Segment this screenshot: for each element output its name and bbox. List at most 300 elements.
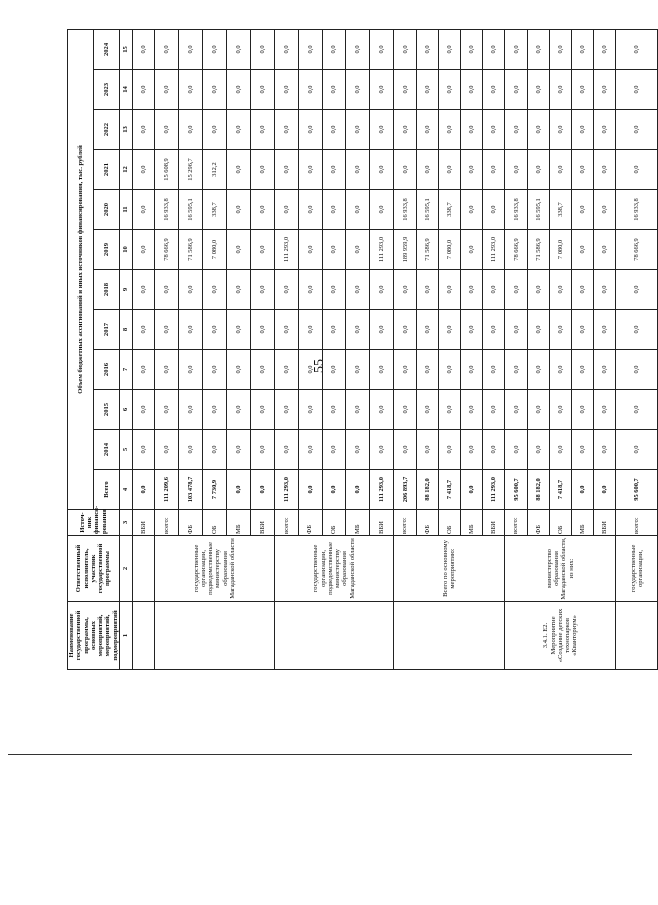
column-number: 6: [119, 390, 132, 430]
row-year-value: 0,0: [178, 29, 202, 69]
row-year-value: 0,0: [461, 350, 483, 390]
column-number: 2: [119, 536, 132, 602]
row-year-value: 0,0: [322, 430, 346, 470]
row-source: МБ: [461, 510, 483, 536]
row-year-value: 0,0: [416, 310, 438, 350]
row-year-value: 0,0: [594, 390, 616, 430]
table-row: [616, 29, 658, 669]
row-year-value: 78 666,9: [616, 230, 658, 270]
row-total: 0,0: [132, 470, 154, 510]
row-year-value: 0,0: [274, 29, 298, 69]
row-year-value: 0,0: [370, 350, 394, 390]
row-year-value: 0,0: [178, 70, 202, 110]
row-year-value: 0,0: [298, 230, 322, 270]
column-number: 8: [119, 310, 132, 350]
row-total: 111 293,0: [370, 470, 394, 510]
row-year-value: 0,0: [461, 150, 483, 190]
row-year-value: 0,0: [461, 190, 483, 230]
row-year-value: 0,0: [438, 390, 460, 430]
row-year-value: 0,0: [274, 350, 298, 390]
row-year-value: 0,0: [250, 390, 274, 430]
row-source: МБ: [572, 510, 594, 536]
row-year-value: 0,0: [527, 70, 549, 110]
header-year: 2019: [93, 230, 119, 270]
row-year-value: 0,0: [594, 190, 616, 230]
row-year-value: 0,0: [322, 390, 346, 430]
row-year-value: 16 933,8: [616, 190, 658, 230]
row-year-value: 0,0: [226, 29, 250, 69]
header-year: 2016: [93, 350, 119, 390]
row-year-value: 0,0: [322, 70, 346, 110]
row-year-value: 0,0: [298, 110, 322, 150]
row-year-value: 0,0: [549, 70, 571, 110]
row-year-value: 7 080,0: [438, 230, 460, 270]
column-number: 9: [119, 270, 132, 310]
row-year-value: 0,0: [178, 270, 202, 310]
table-row: [132, 29, 154, 669]
row-year-value: 0,0: [616, 390, 658, 430]
row-year-value: 71 586,9: [416, 230, 438, 270]
header-year: 2022: [93, 110, 119, 150]
row-year-value: 0,0: [572, 70, 594, 110]
row-source: ОБ: [549, 510, 571, 536]
row-year-value: 0,0: [483, 430, 505, 470]
row-year-value: 0,0: [616, 430, 658, 470]
row-year-value: 0,0: [154, 70, 178, 110]
row-year-value: 0,0: [438, 430, 460, 470]
row-total: 7 418,7: [549, 470, 571, 510]
row-year-value: 0,0: [394, 350, 416, 390]
header-volume: Объем бюджетных ассигнований и иных источников финансирования, тыс. рублей: [68, 29, 94, 509]
row-year-value: 0,0: [132, 310, 154, 350]
row-year-value: 0,0: [461, 270, 483, 310]
row-year-value: 0,0: [505, 310, 527, 350]
column-number: 11: [119, 190, 132, 230]
row-year-value: 16 933,8: [154, 190, 178, 230]
row-source: ОБ: [438, 510, 460, 536]
row-year-value: 0,0: [549, 350, 571, 390]
row-year-value: 0,0: [154, 310, 178, 350]
page-rule: [8, 754, 632, 755]
row-year-value: 0,0: [346, 70, 370, 110]
row-year-value: 0,0: [594, 230, 616, 270]
row-year-value: 78 666,9: [505, 230, 527, 270]
row-executor: государственные организации,: [616, 536, 658, 602]
row-year-value: 71 586,9: [527, 230, 549, 270]
row-year-value: 0,0: [505, 430, 527, 470]
row-year-value: 0,0: [154, 270, 178, 310]
row-name: [616, 602, 658, 670]
row-year-value: 0,0: [616, 270, 658, 310]
row-source: ВБИ: [250, 510, 274, 536]
row-year-value: 0,0: [250, 230, 274, 270]
row-total: 0,0: [226, 470, 250, 510]
row-year-value: 0,0: [572, 390, 594, 430]
row-year-value: 0,0: [505, 29, 527, 69]
row-year-value: 0,0: [594, 270, 616, 310]
row-year-value: 0,0: [416, 270, 438, 310]
row-year-value: 0,0: [527, 430, 549, 470]
row-year-value: 0,0: [394, 390, 416, 430]
column-number: 13: [119, 110, 132, 150]
row-year-value: 0,0: [505, 70, 527, 110]
row-year-value: 189 959,9: [394, 230, 416, 270]
row-year-value: 0,0: [274, 430, 298, 470]
row-year-value: 0,0: [549, 310, 571, 350]
row-year-value: 0,0: [154, 430, 178, 470]
row-year-value: 0,0: [505, 110, 527, 150]
column-number: 4: [119, 470, 132, 510]
header-source: Источ- ник финанси- рования: [68, 510, 120, 536]
row-year-value: 71 586,9: [178, 230, 202, 270]
row-year-value: 0,0: [346, 430, 370, 470]
row-year-value: 0,0: [250, 110, 274, 150]
row-source: ОБ: [322, 510, 346, 536]
row-year-value: 0,0: [132, 110, 154, 150]
row-total: 0,0: [298, 470, 322, 510]
row-source: ОБ: [202, 510, 226, 536]
row-year-value: 0,0: [572, 230, 594, 270]
row-total: 7 418,7: [438, 470, 460, 510]
row-year-value: 0,0: [132, 70, 154, 110]
row-year-value: 0,0: [154, 390, 178, 430]
header-executor: Ответственный исполнитель, участник государственной программы: [68, 536, 120, 602]
row-executor: министерство образования Магаданской области, из них:: [505, 536, 616, 602]
row-year-value: 0,0: [416, 70, 438, 110]
row-year-value: 0,0: [202, 29, 226, 69]
row-year-value: 0,0: [202, 110, 226, 150]
row-year-value: 111 293,0: [483, 230, 505, 270]
row-year-value: 0,0: [394, 110, 416, 150]
row-source: всего:: [154, 510, 178, 536]
column-number: 10: [119, 230, 132, 270]
row-year-value: 0,0: [370, 310, 394, 350]
row-year-value: 0,0: [616, 150, 658, 190]
row-name: [154, 602, 274, 670]
row-year-value: 0,0: [461, 29, 483, 69]
row-year-value: 0,0: [274, 70, 298, 110]
row-year-value: 0,0: [250, 310, 274, 350]
row-year-value: 0,0: [226, 230, 250, 270]
row-total: 95 600,7: [505, 470, 527, 510]
row-year-value: 111 293,0: [274, 230, 298, 270]
header-year: 2021: [93, 150, 119, 190]
row-year-value: 0,0: [594, 350, 616, 390]
row-year-value: 0,0: [298, 310, 322, 350]
column-number: 14: [119, 70, 132, 110]
row-year-value: 16 595,1: [527, 190, 549, 230]
row-year-value: 0,0: [572, 110, 594, 150]
row-year-value: 0,0: [616, 350, 658, 390]
row-year-value: 0,0: [370, 190, 394, 230]
row-year-value: 0,0: [298, 190, 322, 230]
header-year: 2015: [93, 390, 119, 430]
row-year-value: 16 595,1: [178, 190, 202, 230]
row-source: ВБИ: [483, 510, 505, 536]
row-year-value: 0,0: [549, 390, 571, 430]
row-source: ВБИ: [370, 510, 394, 536]
row-year-value: 0,0: [394, 430, 416, 470]
row-year-value: 0,0: [178, 310, 202, 350]
row-total: 7 730,9: [202, 470, 226, 510]
row-year-value: 0,0: [594, 430, 616, 470]
row-year-value: 0,0: [250, 270, 274, 310]
row-year-value: 0,0: [527, 270, 549, 310]
row-year-value: 0,0: [132, 190, 154, 230]
row-name: [132, 602, 154, 670]
row-year-value: 0,0: [416, 350, 438, 390]
row-year-value: 0,0: [132, 270, 154, 310]
row-total: 88 182,0: [416, 470, 438, 510]
row-year-value: 0,0: [572, 190, 594, 230]
header-year: 2018: [93, 270, 119, 310]
row-year-value: 0,0: [483, 110, 505, 150]
row-year-value: 0,0: [202, 270, 226, 310]
row-year-value: 0,0: [226, 310, 250, 350]
column-number: 7: [119, 350, 132, 390]
row-total: 111 293,0: [483, 470, 505, 510]
column-number: 5: [119, 430, 132, 470]
row-year-value: 0,0: [298, 430, 322, 470]
row-year-value: 0,0: [298, 390, 322, 430]
row-year-value: 0,0: [370, 70, 394, 110]
row-source: ФБ: [527, 510, 549, 536]
row-year-value: 0,0: [226, 110, 250, 150]
header-year: 2024: [93, 29, 119, 69]
row-year-value: 0,0: [527, 29, 549, 69]
row-year-value: 0,0: [346, 350, 370, 390]
row-total: 111 293,0: [274, 470, 298, 510]
row-year-value: 0,0: [416, 150, 438, 190]
row-year-value: 0,0: [572, 29, 594, 69]
row-year-value: 0,0: [461, 390, 483, 430]
row-year-value: 0,0: [461, 230, 483, 270]
row-year-value: 0,0: [483, 310, 505, 350]
row-year-value: 0,0: [274, 390, 298, 430]
row-year-value: 16 595,1: [416, 190, 438, 230]
row-year-value: 0,0: [370, 110, 394, 150]
page-number: 55: [312, 359, 327, 373]
row-executor: государственные организации, подведомственные министерству образования Магаданской области: [274, 536, 394, 602]
row-year-value: 0,0: [438, 29, 460, 69]
row-year-value: 0,0: [346, 110, 370, 150]
header-year: 2020: [93, 190, 119, 230]
row-year-value: 338,7: [202, 190, 226, 230]
row-year-value: 0,0: [594, 29, 616, 69]
row-year-value: 0,0: [370, 430, 394, 470]
row-year-value: 0,0: [370, 29, 394, 69]
row-year-value: 0,0: [549, 150, 571, 190]
row-year-value: 0,0: [346, 29, 370, 69]
row-year-value: 0,0: [594, 310, 616, 350]
row-year-value: 0,0: [416, 110, 438, 150]
row-year-value: 0,0: [461, 110, 483, 150]
row-year-value: 0,0: [394, 150, 416, 190]
row-year-value: 0,0: [527, 390, 549, 430]
row-year-value: 0,0: [438, 70, 460, 110]
column-number: 1: [119, 602, 132, 670]
row-year-value: 0,0: [250, 29, 274, 69]
row-year-value: 0,0: [572, 150, 594, 190]
row-year-value: 0,0: [202, 310, 226, 350]
header-total: Всего: [93, 470, 119, 510]
row-year-value: 0,0: [483, 190, 505, 230]
row-year-value: 0,0: [298, 270, 322, 310]
row-year-value: 0,0: [132, 230, 154, 270]
row-year-value: 0,0: [370, 270, 394, 310]
row-year-value: 0,0: [202, 430, 226, 470]
row-year-value: 0,0: [226, 350, 250, 390]
row-source: ВБИ: [132, 510, 154, 536]
table-row: [394, 29, 416, 669]
row-source: ФБ: [416, 510, 438, 536]
row-year-value: 0,0: [250, 190, 274, 230]
row-year-value: 0,0: [274, 190, 298, 230]
row-total: 95 600,7: [616, 470, 658, 510]
row-year-value: 0,0: [226, 150, 250, 190]
row-year-value: 0,0: [322, 350, 346, 390]
row-total: 0,0: [572, 470, 594, 510]
row-year-value: 0,0: [527, 310, 549, 350]
row-year-value: 0,0: [616, 110, 658, 150]
row-year-value: 0,0: [322, 270, 346, 310]
row-year-value: 0,0: [202, 350, 226, 390]
row-year-value: 0,0: [226, 390, 250, 430]
row-year-value: 0,0: [346, 150, 370, 190]
row-source: МБ: [226, 510, 250, 536]
row-year-value: 0,0: [298, 150, 322, 190]
row-year-value: 0,0: [346, 190, 370, 230]
row-year-value: 0,0: [394, 29, 416, 69]
row-year-value: 0,0: [274, 270, 298, 310]
row-source: всего:: [274, 510, 298, 536]
row-executor: [132, 536, 154, 602]
row-year-value: 0,0: [549, 110, 571, 150]
row-year-value: 0,0: [505, 150, 527, 190]
row-year-value: 0,0: [483, 70, 505, 110]
row-year-value: 0,0: [616, 70, 658, 110]
row-year-value: 0,0: [483, 150, 505, 190]
row-year-value: 0,0: [438, 150, 460, 190]
row-year-value: 0,0: [132, 390, 154, 430]
row-year-value: 0,0: [505, 270, 527, 310]
row-year-value: 0,0: [483, 390, 505, 430]
row-year-value: 0,0: [154, 110, 178, 150]
row-year-value: 16 933,8: [394, 190, 416, 230]
row-year-value: 0,0: [154, 350, 178, 390]
row-year-value: 111 293,0: [370, 230, 394, 270]
row-year-value: 0,0: [527, 110, 549, 150]
row-source: МБ: [346, 510, 370, 536]
row-year-value: 0,0: [250, 430, 274, 470]
row-executor: Всего по основному мероприятию:: [394, 536, 505, 602]
column-number: 12: [119, 150, 132, 190]
row-year-value: 7 080,0: [202, 230, 226, 270]
row-year-value: 0,0: [572, 270, 594, 310]
row-year-value: 0,0: [274, 310, 298, 350]
table-row: [154, 29, 178, 669]
table-row: [505, 29, 527, 669]
row-source: ВБИ: [594, 510, 616, 536]
row-year-value: 0,0: [416, 430, 438, 470]
row-year-value: 0,0: [226, 70, 250, 110]
table-row: [274, 29, 298, 669]
budget-table: [67, 29, 658, 670]
row-year-value: 0,0: [370, 150, 394, 190]
row-name: 3.4.1. Е2. Мероприятие «Создание детских технопарков «Кванториум»: [505, 602, 616, 670]
row-year-value: 0,0: [132, 29, 154, 69]
row-year-value: 338,7: [438, 190, 460, 230]
row-year-value: 0,0: [416, 29, 438, 69]
row-source: всего:: [394, 510, 416, 536]
row-year-value: 0,0: [505, 350, 527, 390]
row-total: 111 209,6: [154, 470, 178, 510]
row-year-value: 0,0: [322, 29, 346, 69]
row-year-value: 0,0: [274, 110, 298, 150]
row-year-value: 0,0: [483, 350, 505, 390]
row-year-value: 0,0: [346, 230, 370, 270]
row-year-value: 0,0: [461, 430, 483, 470]
row-total: 0,0: [461, 470, 483, 510]
header-name: Наименование государственной программы, основных мероприятий, мероприятий, подмероприятий: [68, 602, 120, 670]
row-total: 206 893,7: [394, 470, 416, 510]
row-year-value: 0,0: [202, 70, 226, 110]
row-year-value: 0,0: [594, 150, 616, 190]
row-total: 88 182,0: [527, 470, 549, 510]
row-year-value: 0,0: [549, 430, 571, 470]
row-executor: государственные организации, подведомственные министерству образования Магаданской области: [154, 536, 274, 602]
header-year: 2017: [93, 310, 119, 350]
row-year-value: 7 080,0: [549, 230, 571, 270]
row-year-value: 0,0: [483, 29, 505, 69]
row-year-value: 16 933,8: [505, 190, 527, 230]
row-year-value: 0,0: [132, 430, 154, 470]
row-year-value: 0,0: [250, 350, 274, 390]
row-total: 0,0: [346, 470, 370, 510]
row-year-value: 0,0: [438, 270, 460, 310]
row-year-value: 0,0: [527, 350, 549, 390]
row-year-value: 0,0: [178, 390, 202, 430]
header-year: 2014: [93, 430, 119, 470]
row-year-value: 0,0: [438, 350, 460, 390]
row-year-value: 0,0: [322, 150, 346, 190]
row-total: 0,0: [594, 470, 616, 510]
row-total: 0,0: [322, 470, 346, 510]
row-year-value: 0,0: [572, 350, 594, 390]
row-name: [394, 602, 505, 670]
header-year: 2023: [93, 70, 119, 110]
row-year-value: 0,0: [616, 310, 658, 350]
row-year-value: 0,0: [572, 430, 594, 470]
row-year-value: 0,0: [616, 29, 658, 69]
row-year-value: 0,0: [154, 29, 178, 69]
row-year-value: 0,0: [226, 190, 250, 230]
row-total: 0,0: [250, 470, 274, 510]
row-year-value: 0,0: [572, 310, 594, 350]
row-year-value: 0,0: [594, 110, 616, 150]
row-year-value: 0,0: [483, 270, 505, 310]
row-year-value: 0,0: [549, 29, 571, 69]
row-source: ФБ: [298, 510, 322, 536]
row-year-value: 0,0: [178, 110, 202, 150]
row-year-value: 0,0: [322, 310, 346, 350]
row-year-value: 338,7: [549, 190, 571, 230]
row-year-value: 15 296,7: [178, 150, 202, 190]
row-year-value: 0,0: [322, 110, 346, 150]
row-source: всего:: [505, 510, 527, 536]
row-source: всего:: [616, 510, 658, 536]
row-total: 103 478,7: [178, 470, 202, 510]
